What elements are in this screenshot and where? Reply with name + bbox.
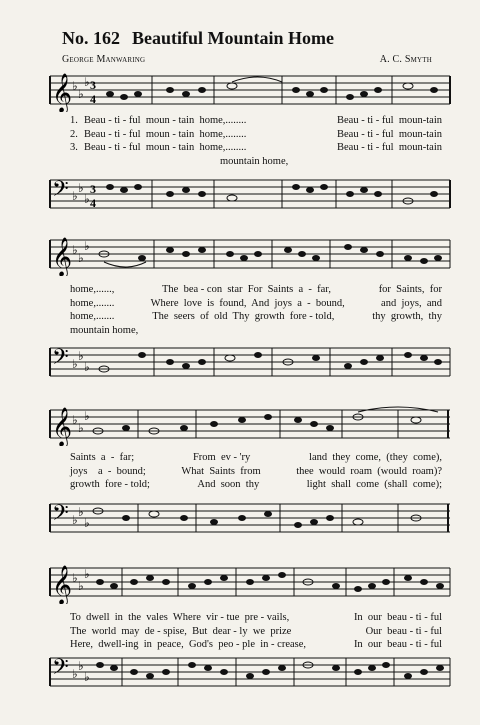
- svg-text:♭: ♭: [84, 409, 90, 423]
- svg-text:♭: ♭: [84, 567, 90, 581]
- bass-staff-3: [46, 496, 456, 540]
- verse-line: joys a - bound; What Saints from thee would roam (would roam)?: [70, 465, 442, 477]
- bass-staff-2: [46, 340, 456, 384]
- treble-staff-3: [46, 402, 456, 446]
- verse-line: 1. Beau - ti - ful moun - tain home,........ Beau - ti - ful moun-tain: [70, 115, 442, 126]
- svg-text:♭: ♭: [78, 659, 84, 673]
- svg-text:♭: ♭: [84, 670, 90, 684]
- system-4-lyrics: [70, 611, 442, 652]
- treble-staff-1: [46, 68, 456, 112]
- svg-text:♭: ♭: [84, 75, 90, 89]
- system-2-lyrics: [70, 283, 442, 337]
- bass-staff-1: [46, 172, 456, 216]
- svg-text:♭: ♭: [72, 243, 78, 257]
- svg-text:♭: ♭: [78, 181, 84, 195]
- svg-text:♭: ♭: [72, 667, 78, 681]
- svg-text:♭: ♭: [78, 87, 84, 101]
- svg-text:♭: ♭: [72, 79, 78, 93]
- svg-text:♭: ♭: [72, 357, 78, 371]
- hymn-header: [62, 28, 334, 49]
- system-3-lyrics: [70, 451, 442, 492]
- verse-line: home,....... The seers of old Thy growth fore - told, thy growth, thy: [70, 311, 442, 323]
- svg-text:♭: ♭: [72, 413, 78, 427]
- svg-text:♭: ♭: [84, 192, 90, 206]
- svg-text:𝄞: 𝄞: [52, 409, 73, 446]
- svg-text:𝄞: 𝄞: [52, 567, 73, 604]
- svg-text:♭: ♭: [78, 505, 84, 519]
- svg-text:𝄞: 𝄞: [52, 75, 73, 112]
- svg-text:𝄢: 𝄢: [52, 177, 69, 206]
- treble-staff-4: [46, 560, 456, 604]
- svg-text:♭: ♭: [72, 189, 78, 203]
- verse-line: The world may de - spise, But dear - ly we prize Our beau - ti - ful: [70, 625, 442, 637]
- verse-line: 2. Beau - ti - ful moun - tain home,........ Beau - ti - ful moun-tain: [70, 128, 442, 140]
- svg-text:♭: ♭: [84, 239, 90, 253]
- music-credit: A. C. Smyth: [379, 54, 432, 65]
- svg-text:𝄢: 𝄢: [52, 655, 69, 684]
- verse-line: To dwell in the vales Where vir - tue pre - vails, In our beau - ti - ful: [70, 612, 442, 623]
- svg-text:𝄞: 𝄞: [52, 239, 73, 276]
- svg-text:♭: ♭: [72, 571, 78, 585]
- words-credit: George Manwaring: [62, 54, 146, 65]
- hymn-number: No. 162: [62, 28, 120, 48]
- svg-text:𝄢: 𝄢: [52, 345, 69, 374]
- svg-text:♭: ♭: [84, 360, 90, 374]
- svg-text:♭: ♭: [78, 349, 84, 363]
- verse-line: 3. Beau - ti - ful moun - tain home,........ Beau - ti - ful moun-tain: [70, 142, 442, 154]
- verse-line: home,....... Where love is found, And joys a - bound, and joys, and: [70, 297, 442, 309]
- bass-staff-4: [46, 650, 456, 694]
- verse-line: Saints a - far; From ev - 'ry land they come, (they come),: [70, 452, 442, 463]
- verse-line: home,......, The bea - con star For Saints a - far, for Saints, for: [70, 284, 442, 295]
- echo-line: mountain home,: [70, 324, 139, 336]
- system-1-lyrics: [70, 114, 442, 168]
- svg-text:3: 3: [90, 182, 96, 196]
- svg-text:♭: ♭: [72, 513, 78, 527]
- hymn-title: Beautiful Mountain Home: [132, 28, 335, 48]
- svg-text:3: 3: [90, 78, 96, 92]
- svg-text:4: 4: [90, 196, 96, 210]
- svg-text:4: 4: [90, 92, 96, 106]
- svg-text:♭: ♭: [78, 579, 84, 593]
- svg-text:♭: ♭: [78, 421, 84, 435]
- svg-text:♭: ♭: [84, 516, 90, 530]
- verse-line: Here, dwell-ing in peace, God's peo - ple in - crease, In our beau - ti - ful: [70, 639, 442, 651]
- treble-staff-2: [46, 232, 456, 276]
- svg-text:𝄢: 𝄢: [52, 501, 69, 530]
- svg-text:♭: ♭: [78, 251, 84, 265]
- verse-line: growth fore - told; And soon thy light shall come (shall come);: [70, 479, 442, 491]
- echo-line: mountain home,: [220, 155, 289, 167]
